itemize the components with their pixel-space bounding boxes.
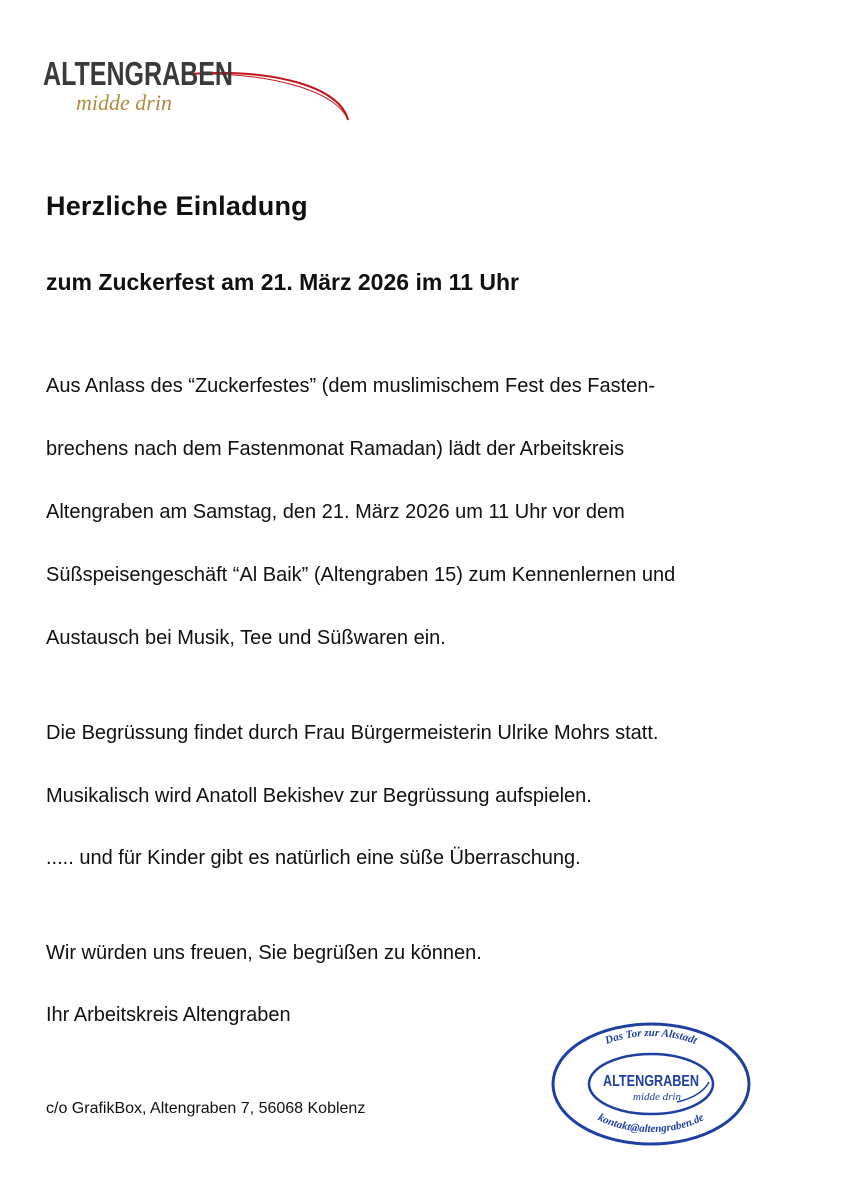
page-title: Herzliche Einladung	[46, 191, 308, 221]
altengraben-stamp	[549, 1020, 753, 1148]
stamp-name: ALTENGRABEN	[603, 1073, 699, 1090]
event-subtitle: zum Zuckerfest am 21. März 2026 im 11 Uhr	[46, 269, 519, 295]
logo-graphic	[40, 50, 360, 130]
footer-address: c/o GrafikBox, Altengraben 7, 56068 Koblenz	[46, 1100, 366, 1117]
paragraph1-line: Altengraben am Samstag, den 21. März 2026 um 11 Uhr vor dem	[46, 501, 625, 523]
stamp-tagline: midde drin	[633, 1091, 681, 1103]
closing-line: Wir würden uns freuen, Sie begrüßen zu können.	[46, 942, 482, 964]
signature-line: Ihr Arbeitskreis Altengraben	[46, 1004, 291, 1026]
stamp-graphic	[549, 1020, 753, 1148]
stamp-bottom-text: kontakt@altengraben.de	[595, 1111, 707, 1136]
paragraph2-line: Musikalisch wird Anatoll Bekishev zur Begrüssung aufspielen.	[46, 785, 592, 807]
altengraben-logo	[40, 50, 360, 130]
logo-tagline: midde drin	[76, 90, 172, 115]
paragraph1-line: Aus Anlass des “Zuckerfestes” (dem muslimischem Fest des Fasten-	[46, 375, 656, 397]
paragraph2-line: Die Begrüssung findet durch Frau Bürgermeisterin Ulrike Mohrs statt.	[46, 722, 659, 744]
paragraph2-line: ..... und für Kinder gibt es natürlich eine süße Überraschung.	[46, 847, 581, 869]
paragraph1-line: brechens nach dem Fastenmonat Ramadan) lädt der Arbeitskreis	[46, 438, 625, 460]
stamp-top-text: Das Tor zur Altstadt	[603, 1026, 699, 1047]
paragraph1-line: Austausch bei Musik, Tee und Süßwaren ein.	[46, 627, 446, 649]
paragraph1-line: Süßspeisengeschäft “Al Baik” (Altengraben 15) zum Kennenlernen und	[46, 564, 676, 586]
logo-name: ALTENGRABEN	[43, 55, 233, 92]
